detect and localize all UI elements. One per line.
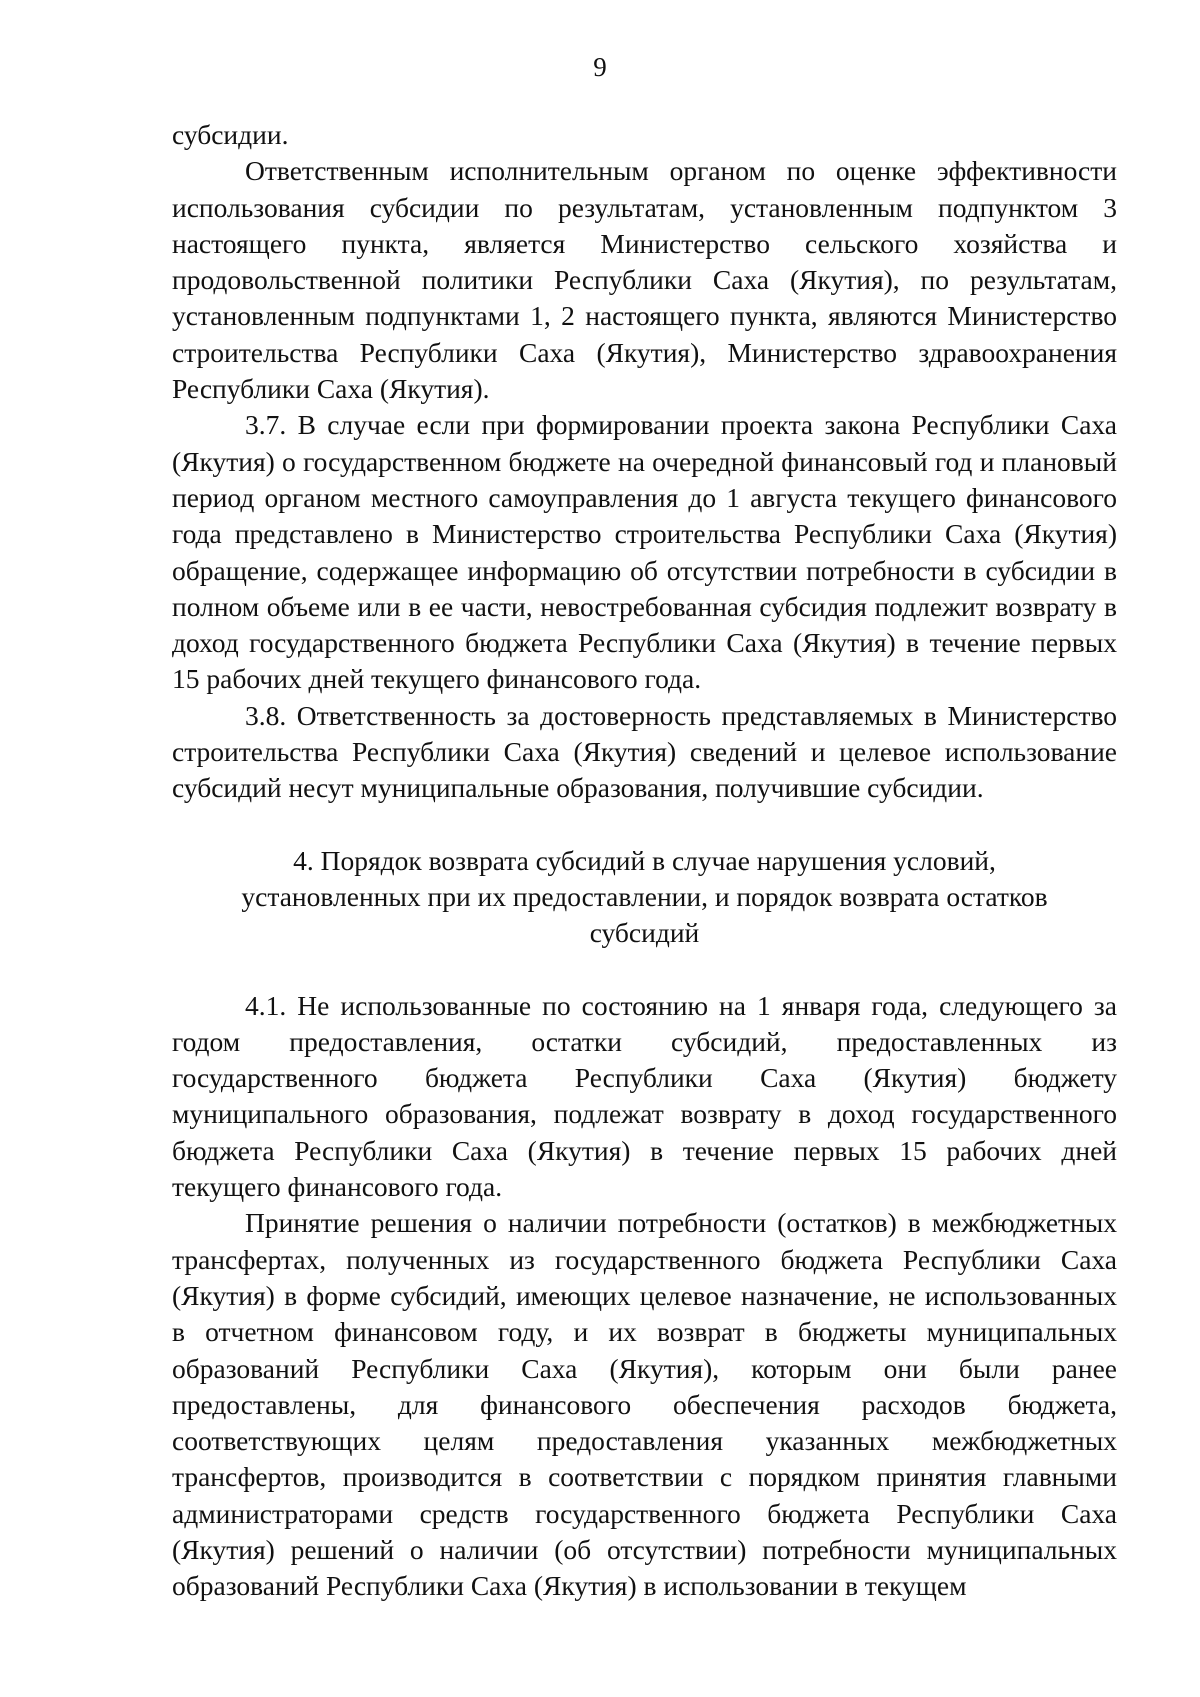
paragraph-responsible-authority: Ответственным исполнительным органом по оценке эффективности использования субсидии по результатам, установленным подпунктом 3 настоящего пункта, является Министерство сельского хозяйства и продовольственной политики Республики Саха (Якутия), по результатам, установленным подпунктами 1, 2 настоящего пункта, являются Министерство строительства Республики Саха (Якутия), Министерство здравоохранения Республики Саха (Якутия). <box>172 155 1117 405</box>
section-heading-line-3: субсидий <box>589 917 700 949</box>
section-heading-line-1: 4. Порядок возврата субсидий в случае нарушения условий, <box>293 844 996 876</box>
section-heading <box>172 843 1117 952</box>
document-body <box>172 117 1117 1605</box>
paragraph-3-8: 3.8. Ответственность за достоверность представляемых в Министерство строительства Республики Саха (Якутия) сведений и целевое использование субсидий несут муниципальные образования, получившие субсидии. <box>172 699 1117 804</box>
paragraph-decision-on-remainders: Принятие решения о наличии потребности (остатков) в межбюджетных трансфертах, полученных из государственного бюджета Республики Саха (Якутия) в форме субсидий, имеющих целевое назначение, не использованных в отчетном финансовом году, и их возврат в бюджеты муниципальных образований Республики Саха (Якутия), которым они были ранее предоставлены, для финансового обеспечения расходов бюджета, соответствующих целям предоставления указанных межбюджетных трансфертов, производится в соответствии с порядком принятия главными администраторами средств государственного бюджета Республики Саха (Якутия) решений о наличии (об отсутствии) потребности муниципальных образований Республики Саха (Якутия) в использовании в текущем <box>172 1207 1117 1602</box>
paragraph-4-1: 4.1. Не использованные по состоянию на 1 января года, следующего за годом предоставления, остатки субсидий, предоставленных из государственного бюджета Республики Саха (Якутия) бюджету муниципального образования, подлежат возврату в доход государственного бюджета Республики Саха (Якутия) в течение первых 15 рабочих дней текущего финансового года. <box>172 989 1117 1203</box>
section-heading-line-2: установленных при их предоставлении, и порядок возврата остатков <box>241 880 1048 912</box>
paragraph-continuation: субсидии. <box>172 119 289 150</box>
paragraph-3-7: 3.7. В случае если при формировании проекта закона Республики Саха (Якутия) о государственном бюджете на очередной финансовый год и плановый период органом местного самоуправления до 1 августа текущего финансового года представлено в Министерство строительства Республики Саха (Якутия) обращение, содержащее информацию об отсутствии потребности в субсидии в полном объеме или в ее части, невостребованная субсидия подлежит возврату в доход государственного бюджета Республики Саха (Якутия) в течение первых 15 рабочих дней текущего финансового года. <box>172 409 1117 695</box>
page-number: 9 <box>593 52 607 82</box>
